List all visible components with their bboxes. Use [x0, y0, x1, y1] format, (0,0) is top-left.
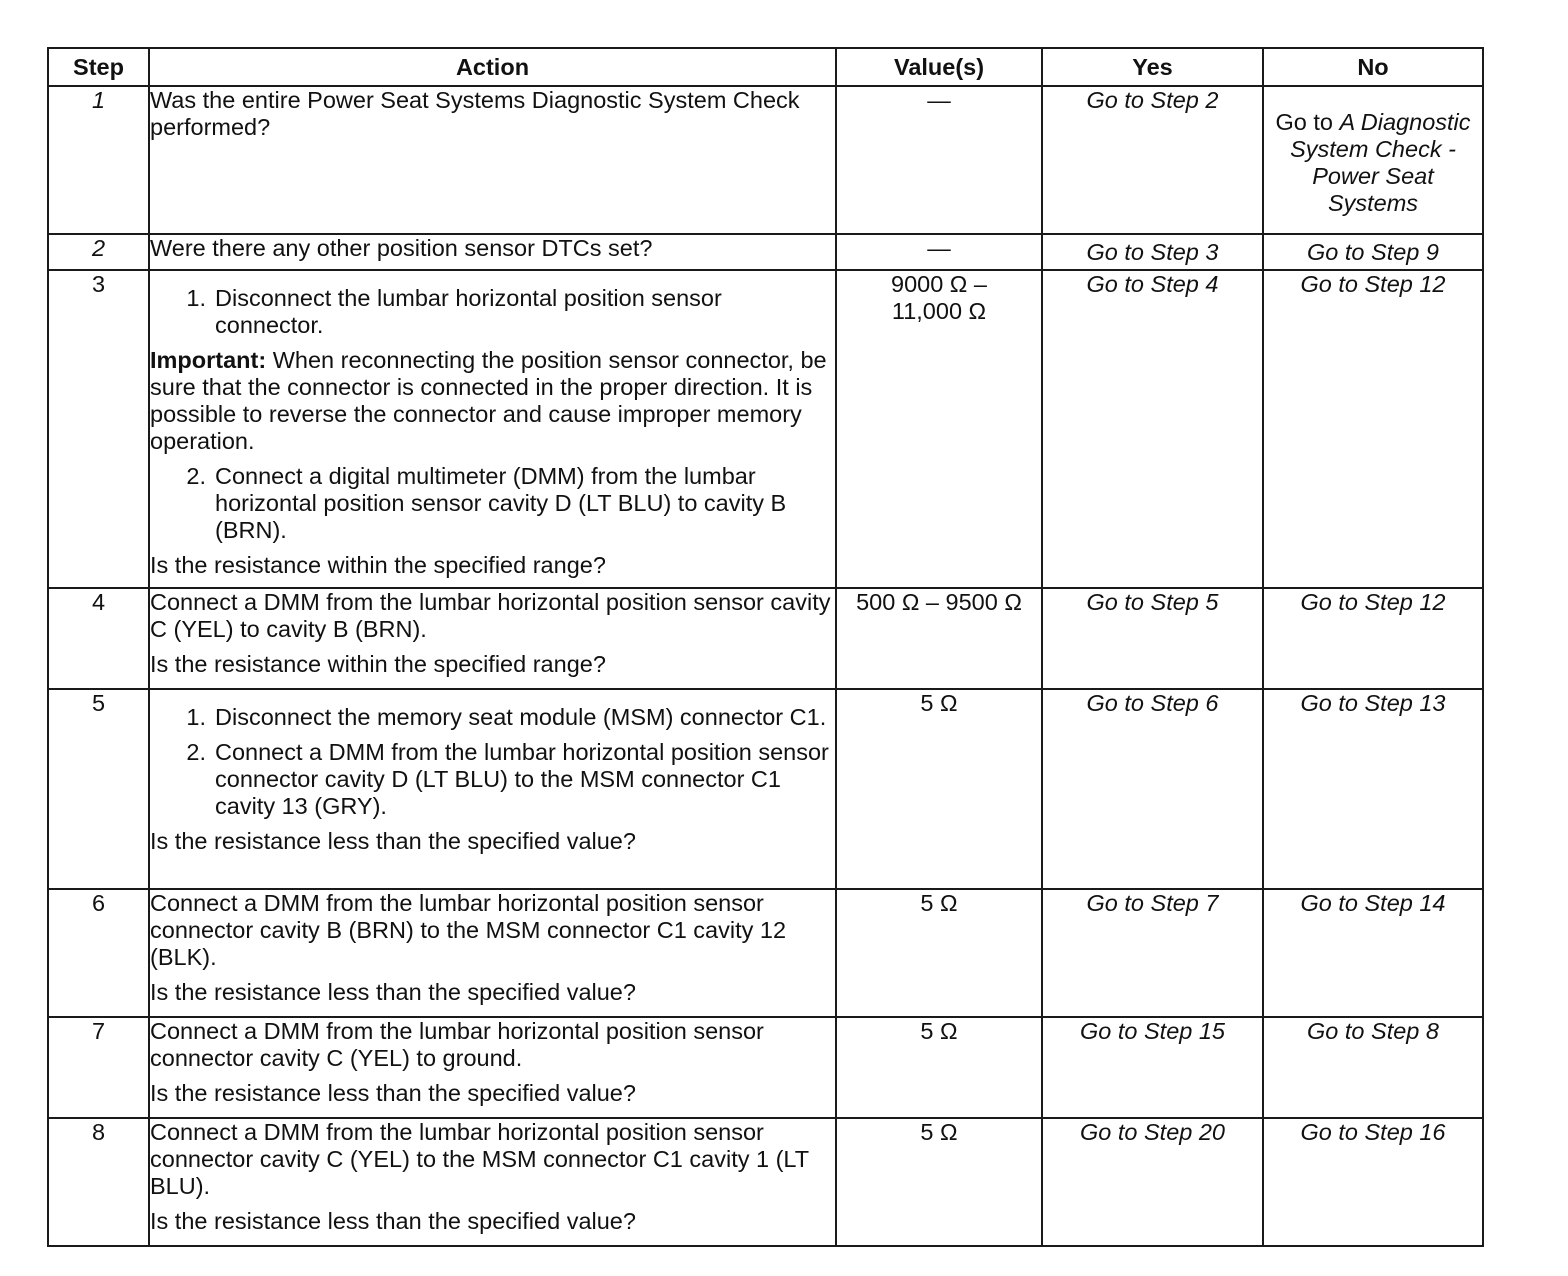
- header-no: No: [1263, 48, 1483, 86]
- table-row-step-5: [48, 689, 1483, 889]
- yes-cell: Go to Step 4: [1042, 270, 1263, 588]
- list-item: [150, 704, 835, 731]
- table-row-step-2: [48, 234, 1483, 270]
- header-values: Value(s): [836, 48, 1042, 86]
- important-label: Important:: [150, 347, 267, 373]
- list-number: 2.: [186, 463, 206, 489]
- list-text: Connect a DMM from the lumbar horizontal position sensor connector cavity D (LT BLU) to the MSM connector C1 cavity 13 (GRY).: [215, 739, 829, 819]
- step-number: 2: [48, 234, 149, 270]
- step-number: 7: [48, 1017, 149, 1118]
- list-text: Disconnect the lumbar horizontal position sensor connector.: [215, 285, 722, 338]
- question-text: Is the resistance less than the specified value?: [150, 1208, 636, 1234]
- action-cell: [149, 588, 836, 689]
- question-text: Is the resistance less than the specified value?: [150, 1080, 636, 1106]
- yes-cell: Go to Step 15: [1042, 1017, 1263, 1118]
- value-cell: 5 Ω: [836, 889, 1042, 1017]
- action-text: Were there any other position sensor DTCs set?: [150, 235, 653, 261]
- question-text: Is the resistance within the specified range?: [150, 651, 606, 677]
- list-text: Connect a digital multimeter (DMM) from the lumbar horizontal position sensor cavity D (LT BLU) to cavity B (BRN).: [215, 463, 787, 543]
- diagnostic-table: [47, 47, 1484, 1247]
- step-number: 8: [48, 1118, 149, 1246]
- value-cell: [836, 270, 1042, 588]
- important-text: When reconnecting the position sensor connector, be sure that the connector is connected in the proper direction. It is possible to reverse the connector and cause improper memory operation.: [150, 347, 827, 454]
- action-cell: [149, 86, 836, 234]
- action-text: Was the entire Power Seat Systems Diagnostic System Check performed?: [150, 87, 800, 140]
- list-number: 1.: [186, 704, 206, 730]
- question-text: Is the resistance within the specified range?: [150, 552, 606, 578]
- yes-cell: Go to Step 6: [1042, 689, 1263, 889]
- step-number: 4: [48, 588, 149, 689]
- list-item: [150, 739, 835, 820]
- question-text: Is the resistance less than the specified value?: [150, 828, 636, 854]
- header-yes: Yes: [1042, 48, 1263, 86]
- value-line-2: 11,000 Ω: [891, 298, 987, 324]
- yes-cell: Go to Step 7: [1042, 889, 1263, 1017]
- important-note: [150, 347, 835, 455]
- step-number: 1: [48, 86, 149, 234]
- table-row-step-1: [48, 86, 1483, 234]
- action-cell: [149, 1118, 836, 1246]
- no-prefix: Go to: [1275, 109, 1340, 135]
- question-text: Is the resistance less than the specified value?: [150, 979, 636, 1005]
- value-cell: 5 Ω: [836, 1017, 1042, 1118]
- list-text: Disconnect the memory seat module (MSM) connector C1.: [215, 704, 827, 730]
- yes-cell: Go to Step 3: [1042, 234, 1263, 270]
- no-cell: Go to Step 9: [1263, 234, 1483, 270]
- list-item: [150, 285, 835, 339]
- table-row-step-3: [48, 270, 1483, 588]
- header-step: Step: [48, 48, 149, 86]
- action-cell: [149, 270, 836, 588]
- no-cell: Go to Step 8: [1263, 1017, 1483, 1118]
- table-row-step-7: [48, 1017, 1483, 1118]
- action-cell: [149, 234, 836, 270]
- list-number: 2.: [186, 739, 206, 765]
- yes-cell: Go to Step 5: [1042, 588, 1263, 689]
- value-cell: —: [836, 234, 1042, 270]
- list-item: [150, 463, 835, 544]
- no-cell: Go to Step 16: [1263, 1118, 1483, 1246]
- action-text: Connect a DMM from the lumbar horizontal position sensor connector cavity C (YEL) to ground.: [150, 1018, 764, 1071]
- no-cell: Go to Step 12: [1263, 588, 1483, 689]
- value-cell: 5 Ω: [836, 689, 1042, 889]
- no-cell: Go to Step 13: [1263, 689, 1483, 889]
- no-reference: A Diagnostic System Check - Power Seat Systems: [1290, 109, 1471, 216]
- step-number: 6: [48, 889, 149, 1017]
- yes-cell: Go to Step 20: [1042, 1118, 1263, 1246]
- no-cell: Go to Step 12: [1263, 270, 1483, 588]
- value-cell: —: [836, 86, 1042, 234]
- table-row-step-8: [48, 1118, 1483, 1246]
- action-text: Connect a DMM from the lumbar horizontal position sensor connector cavity C (YEL) to the MSM connector C1 cavity 1 (LT BLU).: [150, 1119, 809, 1199]
- action-text: Connect a DMM from the lumbar horizontal position sensor cavity C (YEL) to cavity B (BRN).: [150, 589, 831, 642]
- yes-cell: Go to Step 2: [1042, 86, 1263, 234]
- step-number: 5: [48, 689, 149, 889]
- action-cell: [149, 1017, 836, 1118]
- list-number: 1.: [186, 285, 206, 311]
- action-cell: [149, 889, 836, 1017]
- no-cell: Go to Step 14: [1263, 889, 1483, 1017]
- value-cell: 5 Ω: [836, 1118, 1042, 1246]
- table-row-step-6: [48, 889, 1483, 1017]
- no-cell: [1263, 86, 1483, 234]
- value-cell: 500 Ω – 9500 Ω: [836, 588, 1042, 689]
- value-line-1: 9000 Ω –: [891, 271, 987, 297]
- header-action: Action: [149, 48, 836, 86]
- table-header-row: [48, 48, 1483, 86]
- action-cell: [149, 689, 836, 889]
- action-text: Connect a DMM from the lumbar horizontal position sensor connector cavity B (BRN) to the MSM connector C1 cavity 12 (BLK).: [150, 890, 787, 970]
- step-number: 3: [48, 270, 149, 588]
- table-row-step-4: [48, 588, 1483, 689]
